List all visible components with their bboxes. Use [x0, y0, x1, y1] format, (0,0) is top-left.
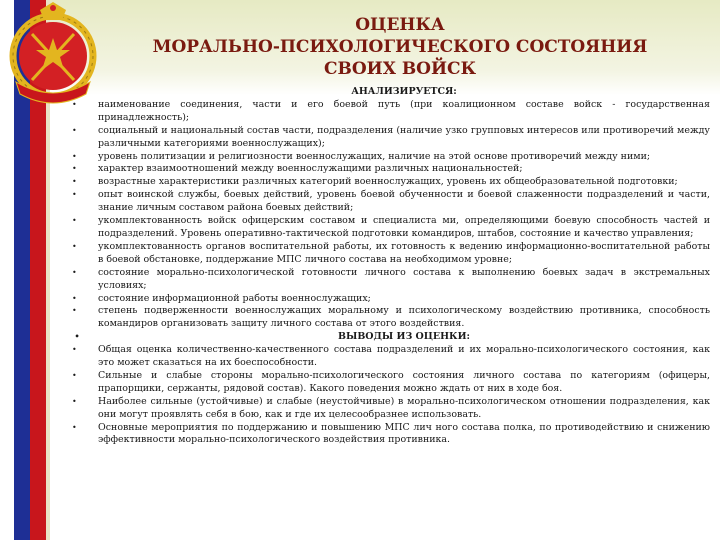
list-item: [68, 267, 710, 293]
title-line-2: МОРАЛЬНО-ПСИХОЛОГИЧЕСКОГО СОСТОЯНИЯ: [152, 37, 648, 57]
bullet-icon: •: [72, 396, 77, 406]
bullet-icon: •: [72, 125, 77, 135]
bullet-icon: •: [72, 190, 77, 200]
list-item: [68, 370, 710, 396]
bullet-icon: •: [72, 345, 77, 355]
list-item: [68, 163, 710, 176]
section-heading: [68, 86, 710, 99]
bullet-icon: •: [72, 293, 77, 303]
list-item-text: состояние информационной работы военнослужащих;: [98, 292, 371, 304]
bullet-icon: •: [74, 332, 80, 342]
section-heading: [68, 331, 710, 344]
bullet-icon: •: [72, 241, 77, 251]
bullet-icon: •: [72, 151, 77, 161]
list-item: [68, 151, 710, 164]
list-item: [68, 99, 710, 125]
list-item: [68, 241, 710, 267]
list-item-text: состояние морально-психологической готовности личного состава к выполнению боевых задач в экстремальных условиях;: [98, 266, 710, 291]
list-item: [68, 293, 710, 306]
bullet-icon: •: [72, 99, 77, 109]
list-item: [68, 176, 710, 189]
list-item-text: наименование соединения, части и его боевой путь (при коалиционном составе войск - государственная принадлежность);: [98, 98, 710, 123]
list-item: [68, 189, 710, 215]
list-item: [68, 125, 710, 151]
list-item-text: социальный и национальный состав части, подразделения (наличие узко групповых интересов или противоречий между различными категориями военнослужащих);: [98, 124, 710, 149]
list-item-text: уровень политизации и религиозности военнослужащих, наличие на этой основе противоречий между ними;: [98, 150, 651, 162]
list-item: [68, 344, 710, 370]
list-item-text: укомплектованность войск офицерским составом и специалиста ми, определяющими боевую способность частей и подразделений. Уровень оперативно-тактической подготовки командиров, штабов, состояние и качество управления;: [98, 215, 710, 239]
bullet-icon: •: [72, 267, 77, 277]
list-item-text: Основные мероприятия по поддержанию и повышению МПС лич ного состава полка, по противодействию и снижению эффективности морально-психологического воздействия противника.: [98, 421, 710, 446]
list-item-text: укомплектованность органов воспитательной работы, их готовность к ведению информационно-воспитательной работы в боевой обстановке, поддержание МПС личного состава на необходимом уровне;: [98, 240, 710, 265]
bullet-icon: •: [72, 422, 77, 432]
bullet-icon: •: [72, 164, 77, 174]
page-title: [120, 14, 680, 80]
title-line-3: СВОИХ ВОЙСК: [323, 59, 477, 79]
list-item: [68, 396, 710, 422]
list-item: [68, 305, 710, 331]
list-item-text: Сильные и слабые стороны морально-психологического состояния личного состава по категориям (офицеры, прапорщики, сержанты, рядовой состав). Какого поведения можно ждать от них в ходе боя.: [98, 369, 710, 394]
list-item-text: Общая оценка количественно-качественного состава подразделений и их морально-психологического состояния, как это может сказаться на их боеспособности.: [98, 344, 710, 369]
bullet-icon: •: [72, 306, 77, 316]
title-line-1: ОЦЕНКА: [355, 15, 445, 35]
list-item-text: опыт воинской службы, боевых действий, уровень боевой обученности и боевой слаженности подразделений и части, знание личным составом района боевых действий;: [98, 189, 710, 214]
list-item-text: характер взаимоотношений между военнослужащими различных национальностей;: [98, 163, 523, 175]
bullet-list: [68, 86, 710, 447]
list-item-text: ВЫВОДЫ ИЗ ОЦЕНКИ:: [338, 331, 470, 343]
list-item-text: степень подверженности военнослужащих моральному и психологическому воздействию противника, способность командиров организовать защиту личного состава от этого воздействия.: [98, 305, 710, 330]
list-item-text: Наиболее сильные (устойчивые) и слабые (неустойчивые) в морально-психологическом отношении подразделения, как они могут проявлять себя в бою, как и где их целесообразнее использовать.: [98, 395, 710, 420]
bullet-icon: •: [72, 177, 77, 187]
list-item-text: АНАЛИЗИРУЕТСЯ:: [351, 86, 457, 97]
list-item: [68, 215, 710, 241]
list-item: [68, 422, 710, 448]
bullet-icon: •: [72, 370, 77, 380]
bullet-icon: •: [72, 216, 77, 226]
list-item-text: возрастные характеристики различных категорий военнослужащих, уровень их общеобразовательной подготовки;: [98, 176, 678, 188]
